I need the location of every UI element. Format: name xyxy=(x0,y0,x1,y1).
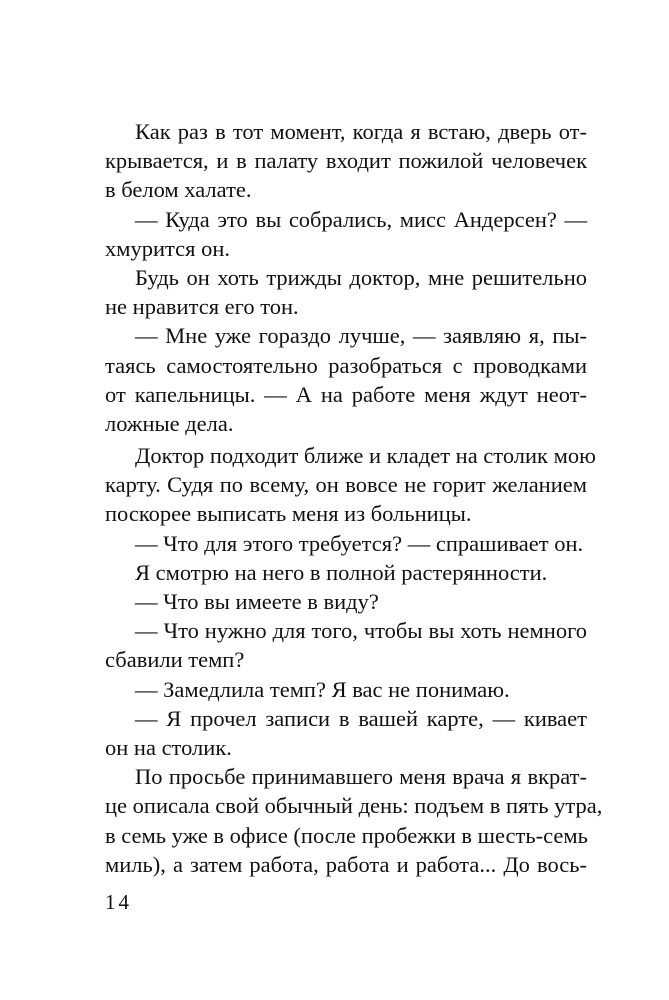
text-line: це описала свой обычный день: подъем в пять утра, xyxy=(105,793,603,819)
text-line: — Замедлила темп? Я вас не понимаю. xyxy=(135,676,510,702)
text-line: Доктор подходит ближе и кладет на столик мою xyxy=(135,443,596,468)
text-line: — Куда это вы собрались, мисс Андерсен? — xyxy=(135,206,587,232)
text-line: По просьбе принимавшего меня врача я вкрат- xyxy=(135,764,587,790)
text-line: хмурится он. xyxy=(105,235,231,261)
text-line: — Что нужно для того, чтобы вы хоть немного xyxy=(135,618,587,644)
text-line: — Что для этого требуется? — спрашивает он. xyxy=(135,530,584,556)
text-line: в семь уже в офисе (после пробежки в шесть-семь xyxy=(105,822,588,848)
text-line: крывается, и в палату входит пожилой человечек xyxy=(105,148,587,174)
text-line: поскорее выписать меня из больницы. xyxy=(105,501,472,527)
text-line: сбавили темп? xyxy=(105,647,245,673)
text-line: ложные дела. xyxy=(105,411,234,437)
text-line: — Что вы имеете в виду? xyxy=(135,589,379,615)
text-line: от капельницы. — А на работе меня ждут неот- xyxy=(105,381,587,407)
text-line: в белом халате. xyxy=(105,177,252,203)
text-section-top xyxy=(105,117,587,438)
text-section-bottom xyxy=(105,441,603,879)
text-line: карту. Судя по всему, он вовсе не горит желанием xyxy=(105,472,587,498)
text-line: не нравится его тон. xyxy=(105,294,299,320)
text-line: Как раз в тот момент, когда я встаю, дверь от- xyxy=(135,119,587,144)
text-line: Будь он хоть трижды доктор, мне решительно xyxy=(135,265,587,291)
text-line: он на столик. xyxy=(105,735,232,761)
page-number: 14 xyxy=(105,890,132,914)
text-line: — Я прочел записи в вашей карте, — кивает xyxy=(135,705,587,731)
text-line: Я смотрю на него в полной растерянности. xyxy=(135,559,548,585)
text-line: таясь самостоятельно разобраться с проводками xyxy=(105,352,587,378)
text-line: миль), а затем работа, работа и работа... До вось- xyxy=(105,851,587,877)
text-line: — Мне уже гораздо лучше, — заявляю я, пы- xyxy=(135,323,587,349)
